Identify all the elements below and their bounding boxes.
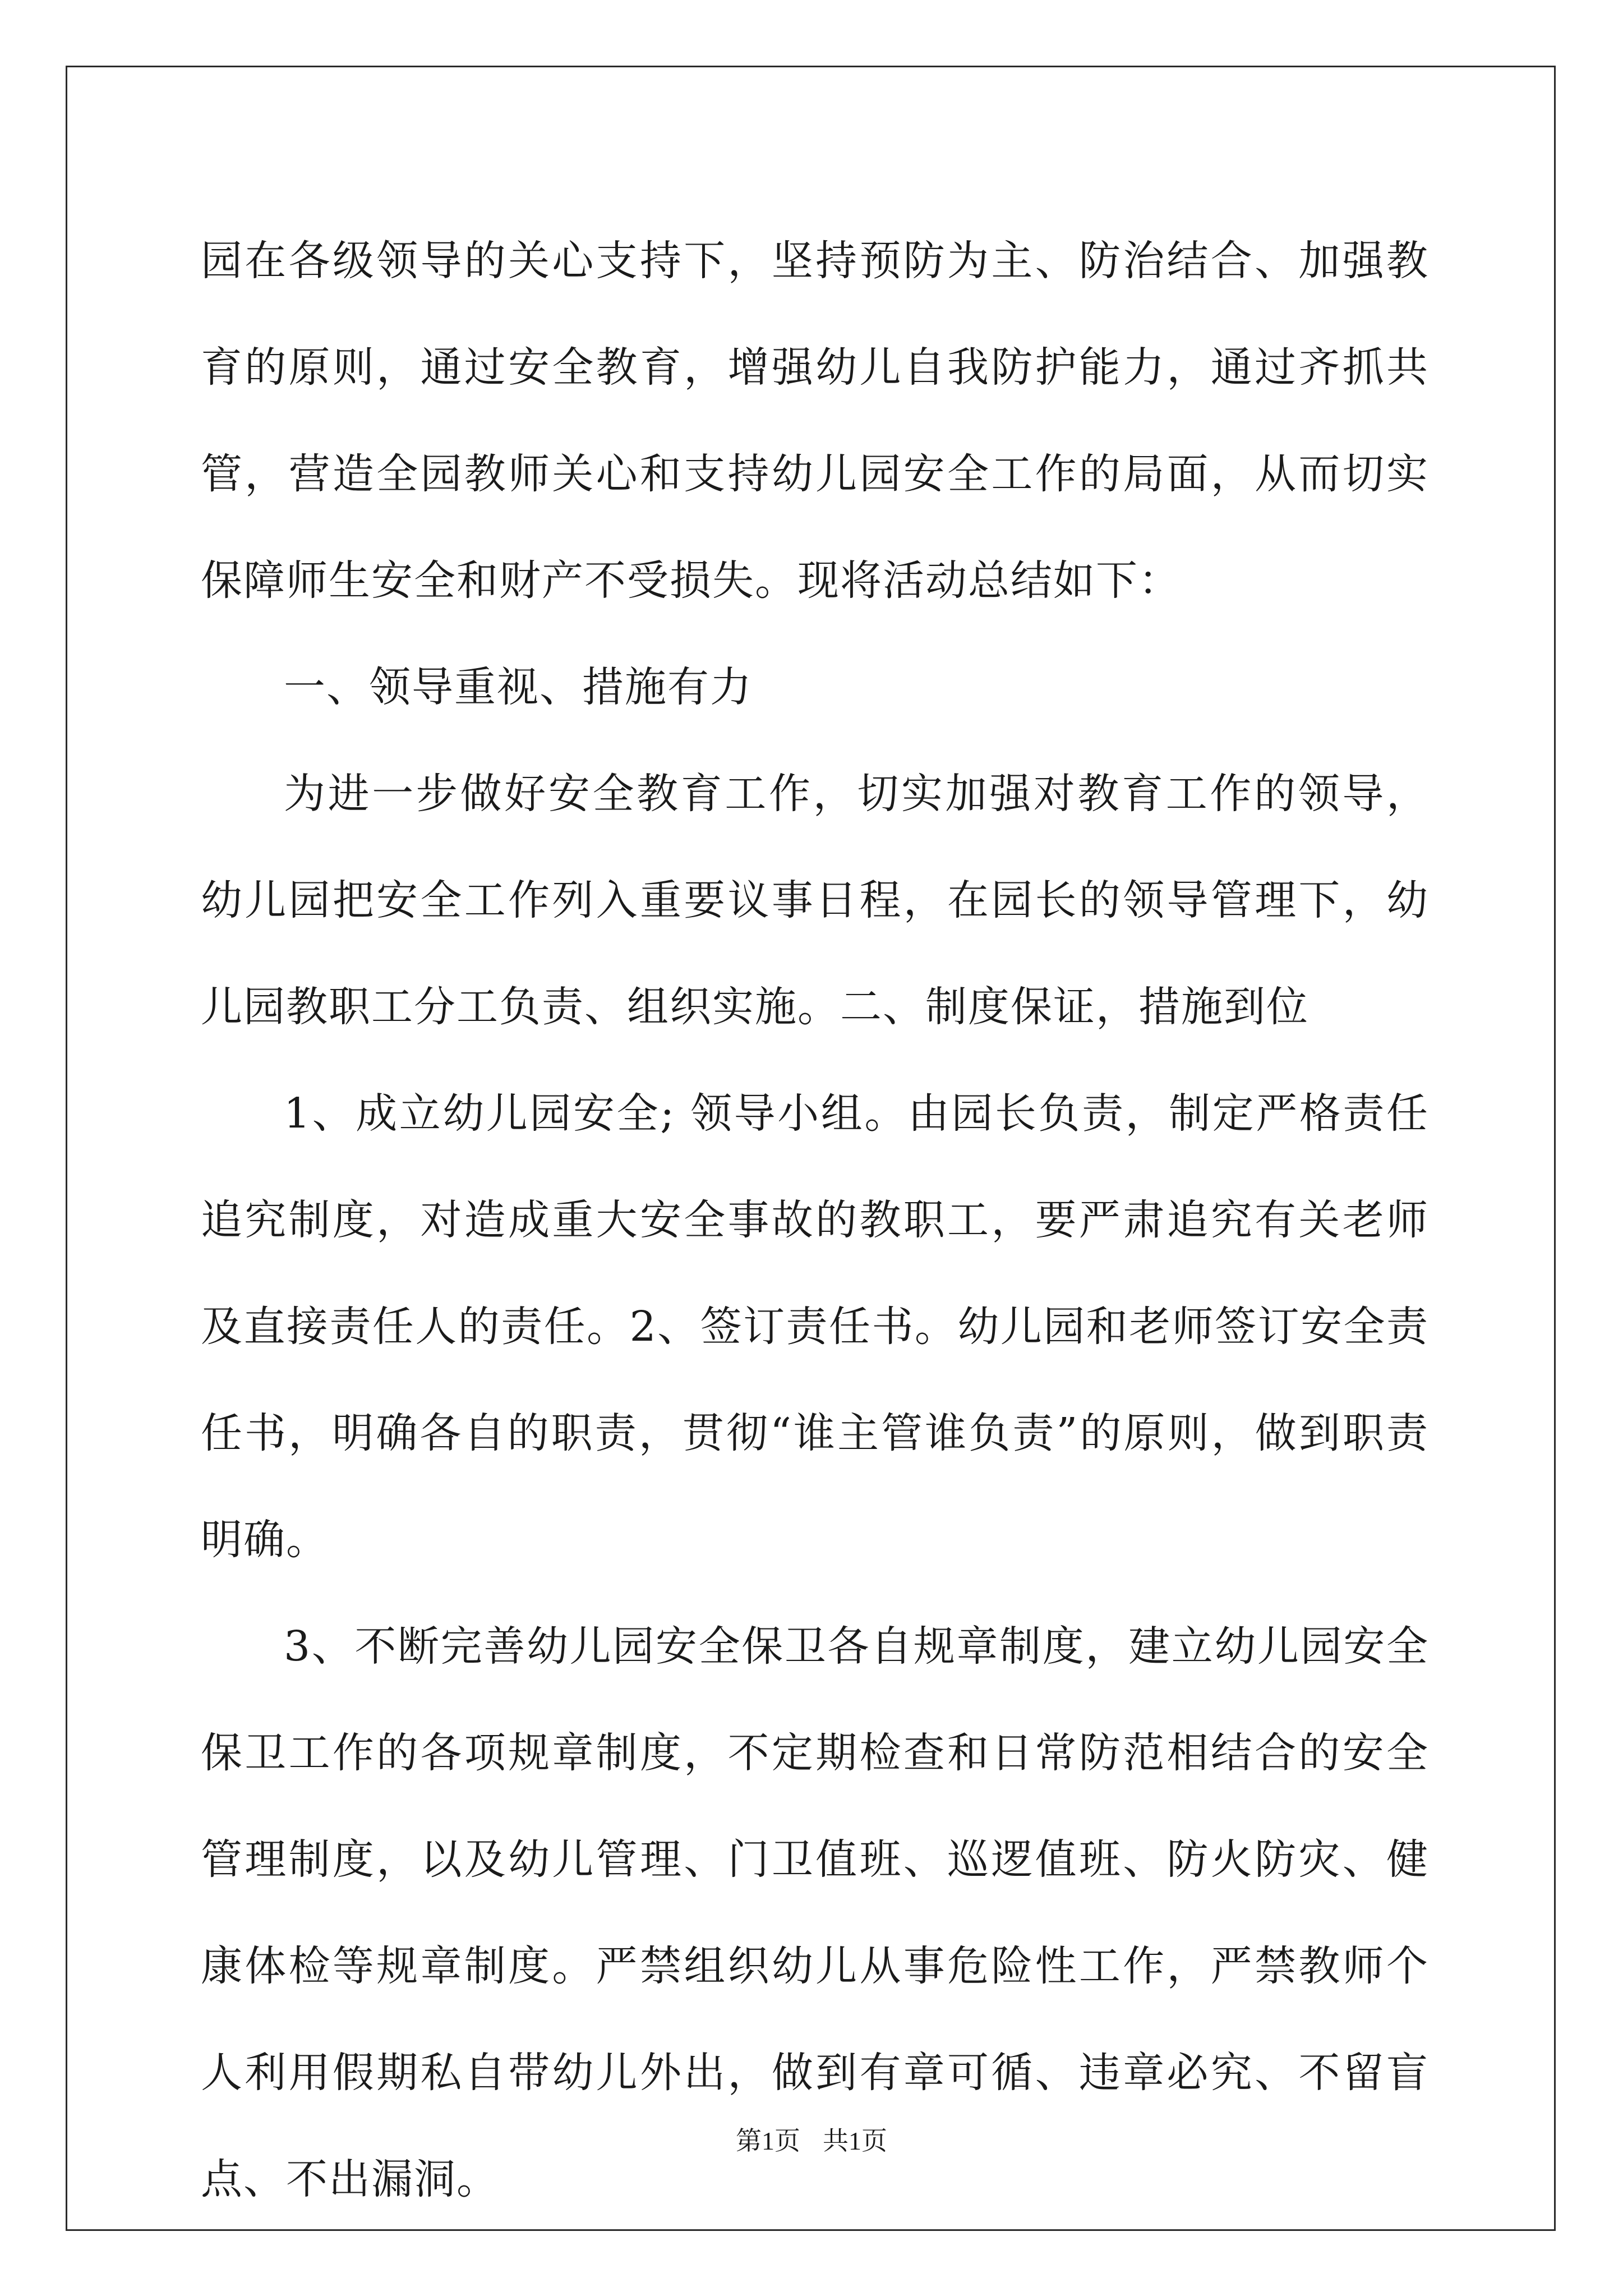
page-number: 第1页 xyxy=(736,2127,800,2155)
heading-section-1: 一、领导重视、措施有力 xyxy=(284,663,753,711)
paragraph-item-1-2: 1、成立幼儿园安全; 领导小组。由园长负责，制定严格责任追究制度，对造成重大安全事故的教职工，要严肃追究有关老师及直接责任人的责任。2、签订责任书。幼儿园和老师签订安全责任书，明确各自的职责，贯彻“谁主管谁负责”的原则，做到职责明确。 xyxy=(201,1089,1429,1564)
document-body xyxy=(201,208,1429,2233)
paragraph-intro: 园在各级领导的关心支持下，坚持预防为主、防治结合、加强教育的原则，通过安全教育，增强幼儿自我防护能力，通过齐抓共管，营造全园教师关心和支持幼儿园安全工作的局面，从而切实保障师生安全和财产不受损失。现将活动总结如下： xyxy=(201,237,1429,605)
page-total: 共1页 xyxy=(823,2127,887,2155)
page-footer xyxy=(0,2120,1623,2157)
paragraph-leadership: 为进一步做好安全教育工作，切实加强对教育工作的领导，幼儿园把安全工作列入重要议事日程，在园长的领导管理下，幼儿园教职工分工负责、组织实施。二、制度保证，措施到位 xyxy=(201,770,1429,1031)
paragraph-item-3: 3、不断完善幼儿园安全保卫各自规章制度，建立幼儿园安全保卫工作的各项规章制度，不定期检查和日常防范相结合的安全管理制度，以及幼儿管理、门卫值班、巡逻值班、防火防灾、健康体检等规章制度。严禁组织幼儿从事危险性工作，严禁教师个人利用假期私自带幼儿外出，做到有章可循、违章必究、不留盲点、不出漏洞。 xyxy=(201,1622,1429,2203)
